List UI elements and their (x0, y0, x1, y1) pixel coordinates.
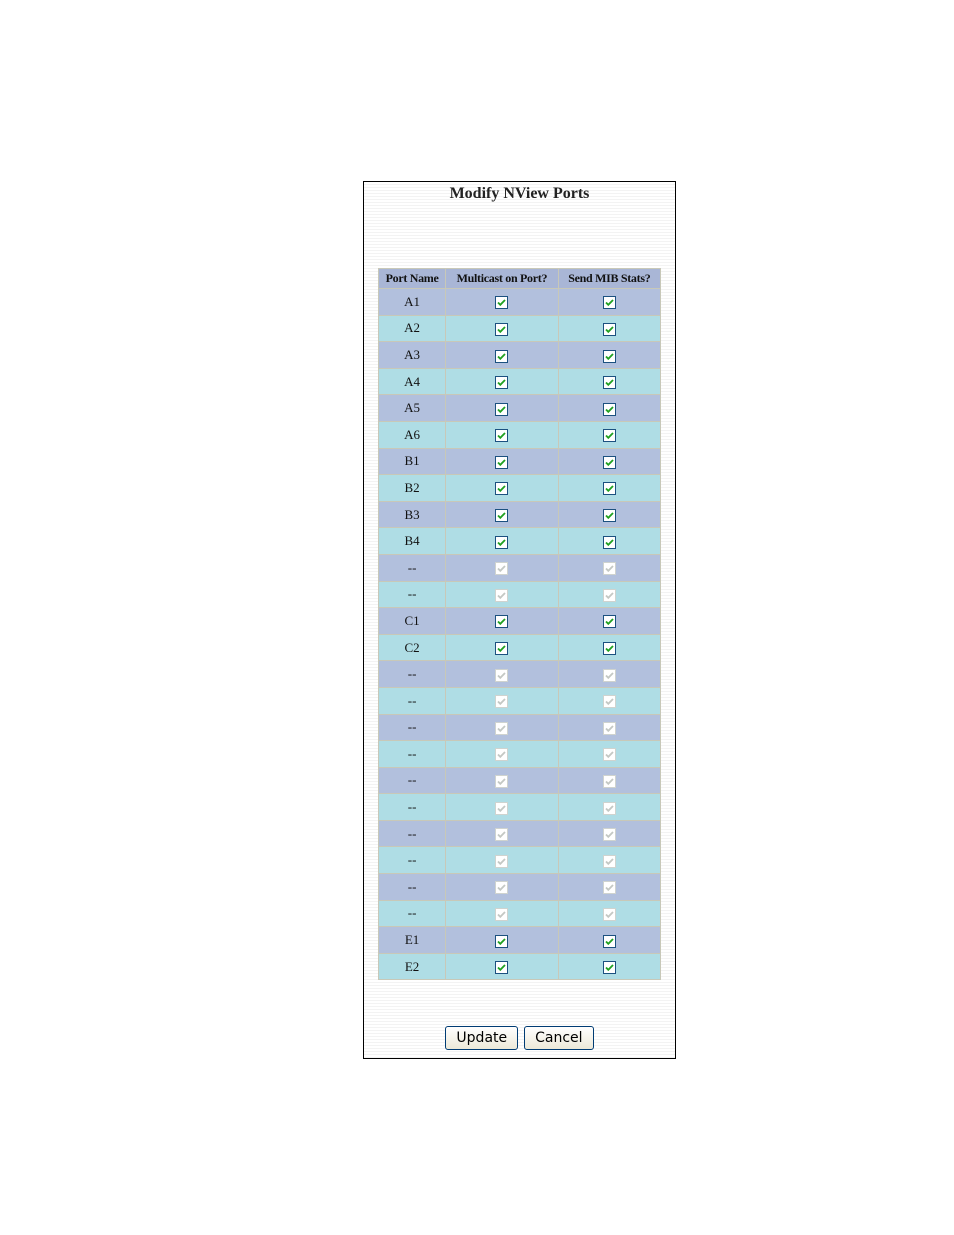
send-mib-stats-checkbox[interactable] (603, 935, 616, 948)
send-mib-stats-checkbox[interactable] (603, 536, 616, 549)
multicast-checkbox-cell (446, 316, 557, 342)
send-mib-stats-checkbox-cell (559, 954, 660, 980)
checkmark-icon (604, 696, 615, 707)
port-name-cell: A5 (379, 395, 445, 421)
send-mib-stats-checkbox-cell (559, 289, 660, 315)
send-mib-stats-checkbox-cell (559, 608, 660, 634)
send-mib-stats-checkbox-cell (559, 422, 660, 448)
port-name-cell: B1 (379, 449, 445, 475)
send-mib-stats-checkbox-cell (559, 847, 660, 873)
column-header-multicast: Multicast on Port? (446, 269, 557, 288)
send-mib-stats-checkbox-cell (559, 715, 660, 741)
send-mib-stats-checkbox[interactable] (603, 615, 616, 628)
multicast-checkbox (495, 669, 508, 682)
multicast-checkbox-cell (446, 475, 557, 501)
multicast-checkbox[interactable] (495, 961, 508, 974)
checkmark-icon (604, 723, 615, 734)
checkmark-icon (604, 616, 615, 627)
table-row (379, 289, 660, 315)
checkmark-icon (604, 962, 615, 973)
port-name-cell: C1 (379, 608, 445, 634)
update-button[interactable]: Update (445, 1026, 518, 1050)
multicast-checkbox[interactable] (495, 376, 508, 389)
multicast-checkbox-cell (446, 502, 557, 528)
checkmark-icon (604, 776, 615, 787)
modify-nview-ports-panel (363, 181, 676, 1059)
send-mib-stats-checkbox[interactable] (603, 323, 616, 336)
multicast-checkbox[interactable] (495, 642, 508, 655)
send-mib-stats-checkbox (603, 802, 616, 815)
table-row (379, 688, 660, 714)
multicast-checkbox (495, 855, 508, 868)
checkmark-icon (496, 430, 507, 441)
checkmark-icon (604, 537, 615, 548)
port-name-cell: -- (379, 715, 445, 741)
checkmark-icon (496, 377, 507, 388)
send-mib-stats-checkbox[interactable] (603, 509, 616, 522)
checkmark-icon (604, 297, 615, 308)
port-name-cell: -- (379, 555, 445, 581)
port-name-cell: E2 (379, 954, 445, 980)
send-mib-stats-checkbox-cell (559, 768, 660, 794)
multicast-checkbox-cell (446, 342, 557, 368)
send-mib-stats-checkbox (603, 748, 616, 761)
send-mib-stats-checkbox (603, 562, 616, 575)
table-row (379, 901, 660, 927)
checkmark-icon (604, 590, 615, 601)
checkmark-icon (496, 803, 507, 814)
multicast-checkbox (495, 748, 508, 761)
checkmark-icon (604, 457, 615, 468)
multicast-checkbox (495, 589, 508, 602)
send-mib-stats-checkbox (603, 669, 616, 682)
table-row (379, 342, 660, 368)
multicast-checkbox (495, 802, 508, 815)
checkmark-icon (496, 776, 507, 787)
checkmark-icon (496, 616, 507, 627)
multicast-checkbox[interactable] (495, 350, 508, 363)
multicast-checkbox[interactable] (495, 323, 508, 336)
multicast-checkbox-cell (446, 661, 557, 687)
table-row (379, 422, 660, 448)
send-mib-stats-checkbox (603, 722, 616, 735)
port-name-cell: -- (379, 874, 445, 900)
table-row (379, 847, 660, 873)
checkmark-icon (496, 723, 507, 734)
port-name-cell: A3 (379, 342, 445, 368)
multicast-checkbox-cell (446, 901, 557, 927)
port-name-cell: A6 (379, 422, 445, 448)
send-mib-stats-checkbox-cell (559, 635, 660, 661)
port-name-cell: A1 (379, 289, 445, 315)
table-row (379, 582, 660, 608)
send-mib-stats-checkbox[interactable] (603, 482, 616, 495)
multicast-checkbox (495, 775, 508, 788)
table-row (379, 635, 660, 661)
send-mib-stats-checkbox-cell (559, 901, 660, 927)
table-row (379, 741, 660, 767)
checkmark-icon (496, 483, 507, 494)
multicast-checkbox[interactable] (495, 615, 508, 628)
send-mib-stats-checkbox[interactable] (603, 429, 616, 442)
multicast-checkbox-cell (446, 635, 557, 661)
checkmark-icon (496, 962, 507, 973)
port-name-cell: -- (379, 847, 445, 873)
page-title: Modify NView Ports (449, 185, 590, 202)
send-mib-stats-checkbox-cell (559, 449, 660, 475)
multicast-checkbox (495, 881, 508, 894)
multicast-checkbox-cell (446, 927, 557, 953)
checkmark-icon (496, 537, 507, 548)
multicast-checkbox[interactable] (495, 296, 508, 309)
port-name-cell: -- (379, 768, 445, 794)
table-row (379, 316, 660, 342)
multicast-checkbox[interactable] (495, 403, 508, 416)
multicast-checkbox-cell (446, 555, 557, 581)
checkmark-icon (496, 670, 507, 681)
port-name-cell: B2 (379, 475, 445, 501)
table-header-row (379, 269, 660, 288)
port-name-cell: A2 (379, 316, 445, 342)
table-row (379, 555, 660, 581)
table-row (379, 395, 660, 421)
send-mib-stats-checkbox[interactable] (603, 456, 616, 469)
send-mib-stats-checkbox (603, 828, 616, 841)
table-row (379, 502, 660, 528)
multicast-checkbox-cell (446, 369, 557, 395)
table-row (379, 768, 660, 794)
send-mib-stats-checkbox[interactable] (603, 350, 616, 363)
table-row (379, 927, 660, 953)
multicast-checkbox[interactable] (495, 509, 508, 522)
send-mib-stats-checkbox-cell (559, 688, 660, 714)
port-name-cell: -- (379, 661, 445, 687)
multicast-checkbox-cell (446, 954, 557, 980)
send-mib-stats-checkbox-cell (559, 502, 660, 528)
multicast-checkbox[interactable] (495, 935, 508, 948)
checkmark-icon (496, 829, 507, 840)
multicast-checkbox-cell (446, 715, 557, 741)
multicast-checkbox-cell (446, 847, 557, 873)
cancel-button[interactable]: Cancel (524, 1026, 593, 1050)
checkmark-icon (604, 563, 615, 574)
checkmark-icon (604, 324, 615, 335)
port-name-cell: -- (379, 741, 445, 767)
send-mib-stats-checkbox-cell (559, 741, 660, 767)
send-mib-stats-checkbox-cell (559, 395, 660, 421)
send-mib-stats-checkbox[interactable] (603, 376, 616, 389)
checkmark-icon (604, 643, 615, 654)
checkmark-icon (496, 749, 507, 760)
checkmark-icon (496, 909, 507, 920)
checkmark-icon (496, 324, 507, 335)
send-mib-stats-checkbox-cell (559, 661, 660, 687)
checkmark-icon (496, 404, 507, 415)
send-mib-stats-checkbox-cell (559, 794, 660, 820)
send-mib-stats-checkbox-cell (559, 582, 660, 608)
multicast-checkbox-cell (446, 528, 557, 554)
port-name-cell: -- (379, 582, 445, 608)
checkmark-icon (496, 882, 507, 893)
multicast-checkbox (495, 722, 508, 735)
checkmark-icon (604, 351, 615, 362)
checkmark-icon (496, 457, 507, 468)
table-row (379, 794, 660, 820)
button-bar (364, 1026, 675, 1050)
table-row (379, 821, 660, 847)
checkmark-icon (604, 882, 615, 893)
table-row (379, 608, 660, 634)
port-name-cell: -- (379, 688, 445, 714)
multicast-checkbox-cell (446, 741, 557, 767)
port-name-cell: B4 (379, 528, 445, 554)
send-mib-stats-checkbox (603, 855, 616, 868)
send-mib-stats-checkbox-cell (559, 874, 660, 900)
port-name-cell: -- (379, 794, 445, 820)
port-name-cell: A4 (379, 369, 445, 395)
send-mib-stats-checkbox[interactable] (603, 642, 616, 655)
table-row (379, 661, 660, 687)
send-mib-stats-checkbox (603, 775, 616, 788)
checkmark-icon (604, 856, 615, 867)
checkmark-icon (604, 377, 615, 388)
multicast-checkbox-cell (446, 688, 557, 714)
checkmark-icon (604, 936, 615, 947)
multicast-checkbox[interactable] (495, 429, 508, 442)
checkmark-icon (604, 803, 615, 814)
table-row (379, 954, 660, 980)
multicast-checkbox-cell (446, 874, 557, 900)
table-row (379, 369, 660, 395)
checkmark-icon (496, 696, 507, 707)
send-mib-stats-checkbox[interactable] (603, 403, 616, 416)
send-mib-stats-checkbox-cell (559, 369, 660, 395)
multicast-checkbox-cell (446, 608, 557, 634)
multicast-checkbox-cell (446, 395, 557, 421)
multicast-checkbox[interactable] (495, 482, 508, 495)
send-mib-stats-checkbox-cell (559, 821, 660, 847)
multicast-checkbox-cell (446, 449, 557, 475)
port-name-cell: E1 (379, 927, 445, 953)
checkmark-icon (604, 510, 615, 521)
multicast-checkbox-cell (446, 794, 557, 820)
send-mib-stats-checkbox-cell (559, 555, 660, 581)
multicast-checkbox-cell (446, 422, 557, 448)
port-name-cell: C2 (379, 635, 445, 661)
send-mib-stats-checkbox-cell (559, 342, 660, 368)
checkmark-icon (496, 936, 507, 947)
send-mib-stats-checkbox-cell (559, 528, 660, 554)
checkmark-icon (604, 404, 615, 415)
multicast-checkbox-cell (446, 821, 557, 847)
send-mib-stats-checkbox[interactable] (603, 296, 616, 309)
table-row (379, 715, 660, 741)
multicast-checkbox-cell (446, 768, 557, 794)
send-mib-stats-checkbox-cell (559, 927, 660, 953)
checkmark-icon (496, 351, 507, 362)
port-name-cell: -- (379, 821, 445, 847)
checkmark-icon (496, 590, 507, 601)
send-mib-stats-checkbox[interactable] (603, 961, 616, 974)
checkmark-icon (496, 643, 507, 654)
send-mib-stats-checkbox-cell (559, 475, 660, 501)
send-mib-stats-checkbox (603, 908, 616, 921)
port-name-cell: B3 (379, 502, 445, 528)
multicast-checkbox[interactable] (495, 536, 508, 549)
checkmark-icon (496, 856, 507, 867)
multicast-checkbox (495, 908, 508, 921)
table-row (379, 449, 660, 475)
checkmark-icon (496, 563, 507, 574)
table-row (379, 475, 660, 501)
checkmark-icon (604, 829, 615, 840)
send-mib-stats-checkbox (603, 589, 616, 602)
checkmark-icon (604, 483, 615, 494)
multicast-checkbox[interactable] (495, 456, 508, 469)
column-header-port-name: Port Name (379, 269, 445, 288)
multicast-checkbox (495, 828, 508, 841)
checkmark-icon (496, 510, 507, 521)
multicast-checkbox (495, 562, 508, 575)
checkmark-icon (604, 909, 615, 920)
port-name-cell: -- (379, 901, 445, 927)
checkmark-icon (496, 297, 507, 308)
multicast-checkbox-cell (446, 289, 557, 315)
checkmark-icon (604, 430, 615, 441)
send-mib-stats-checkbox (603, 881, 616, 894)
column-header-send-mib-stats: Send MIB Stats? (559, 269, 660, 288)
ports-table (378, 268, 661, 980)
send-mib-stats-checkbox-cell (559, 316, 660, 342)
table-row (379, 874, 660, 900)
send-mib-stats-checkbox (603, 695, 616, 708)
multicast-checkbox (495, 695, 508, 708)
checkmark-icon (604, 749, 615, 760)
checkmark-icon (604, 670, 615, 681)
multicast-checkbox-cell (446, 582, 557, 608)
table-row (379, 528, 660, 554)
